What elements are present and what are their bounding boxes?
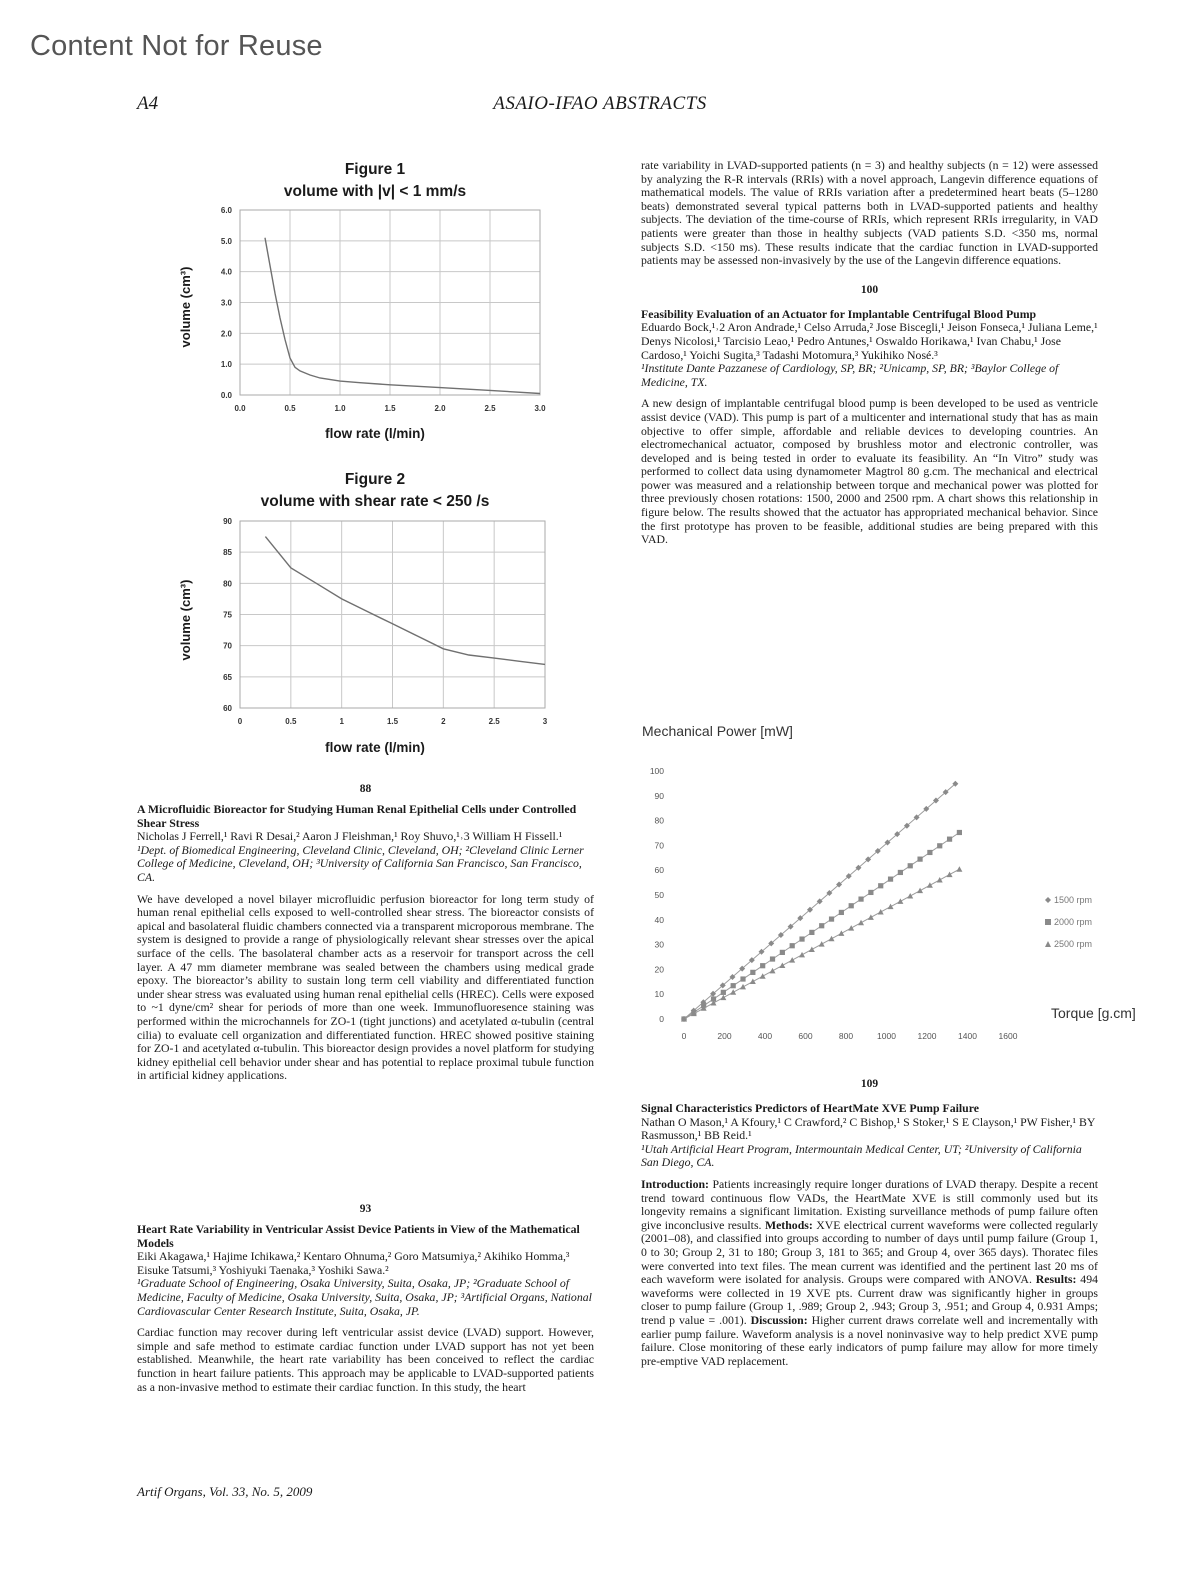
legend-marker [1045,941,1051,947]
y-tick-label: 80 [654,815,664,826]
methods-label: Methods: [764,1217,813,1232]
data-point-square [819,923,824,928]
abstract-body-continued: rate variability in LVAD-supported patients (n = 3) and healthy subjects (n = 12) were assessed by analyzing the R-R intervals (RRIs) with a novel approach, Langevin difference equations of mathematical models. The value of RRIs variation after a predetermined heart beats (5–1280 beats) demonstrated several typical patterns both in LVAD-supported patients and healthy subjects. The deviation of the time-course of RRIs, which represent RRIs irregularity, in VAD patients were greater than those in healthy subjects (VAD patients S.D. <350 ms, normal subjects S.D. <150 ms). These results indicate that the cardiac function in LVAD-supported patients may be assessed non-invasively by the use of the Langevin difference equations. [641,158,1098,268]
x-tick-label: 0 [237,717,243,726]
data-point-square [780,950,785,955]
data-point-triangle [799,952,805,958]
data-point-triangle [809,946,815,952]
data-point-square [770,956,775,961]
results-label: Results: [1035,1272,1077,1287]
data-point-triangle [740,984,746,990]
legend-marker [1045,897,1051,903]
figure-2-chart [160,460,600,760]
y-tick-label: 5.0 [220,236,232,246]
x-tick-label: 1400 [958,1031,977,1041]
data-point-triangle [868,914,874,920]
data-point-triangle [897,898,903,904]
figure-1-chart [160,150,600,450]
x-tick-label: 0 [681,1031,687,1041]
figure-1-title: Figure 1 [344,161,406,178]
abstract-authors: Eiki Akagawa,¹ Hajime Ichikawa,² Kentaro Ohnuma,² Goro Matsumiya,² Akihiko Homma,³ Eisuke Tatsumi,³ Yoshiyuki Taenaka,³ Yoshiki Sawa.² [137,1249,570,1277]
data-point-square [858,896,863,901]
discussion-label: Discussion: [750,1312,808,1327]
data-point-square [868,890,873,895]
data-point-triangle [888,904,894,910]
abstract-number: 93 [359,1203,372,1215]
data-point-triangle [956,866,962,872]
data-point-square [849,903,854,908]
y-tick-label: 2.0 [220,329,232,339]
y-tick-label: 20 [654,964,664,975]
abstract-title: Feasibility Evaluation of an Actuator for Implantable Centrifugal Blood Pump [641,306,1037,321]
data-point-square [927,850,932,855]
y-tick-label: 70 [223,641,232,651]
page-number: A4 [137,93,159,114]
y-tick-label: 90 [654,790,664,801]
abstract-authors: Nicholas J Ferrell,¹ Ravi R Desai,² Aaron J Fleishman,¹ Roy Shuvo,¹˒3 William H Fissell.¹ [137,829,563,844]
data-point-triangle [848,925,854,931]
abstract-body [641,1178,1098,1368]
data-point-square [888,877,893,882]
abstract-93 [137,1203,594,1394]
y-tick-label: 3.0 [220,298,232,308]
y-tick-label: 90 [223,517,232,526]
figure-2-subtitle: volume with shear rate < 250 /s [260,493,490,510]
abstract-affiliation: ¹Institute Dante Pazzanese of Cardiology, SP, BR; ²Unicamp, SP, BR; ³Baylor College of Medicine, TX. [641,361,1059,389]
figure-1-subtitle: volume with |v| < 1 mm/s [283,183,467,200]
abstract-authors: Nathan O Mason,¹ A Kfoury,¹ C Crawford,² C Bishop,¹ S Stoker,¹ S E Clayson,¹ PW Fisher,¹ BY Rasmusson,¹ BB Reid.¹ [641,1114,1095,1143]
abstract-number: 88 [359,783,372,795]
data-point-square [937,843,942,848]
y-tick-label: 30 [654,939,664,950]
abstract-affiliation: ¹Graduate School of Engineering, Osaka University, Suita, Osaka, JP; ²Graduate School of Medicine, Faculty of Medicine, Osaka University, Suita, Osaka, JP; ³Artificial Organs, National Cardiovascular Center Research Institute, Suita, Osaka, JP. [137,1276,592,1318]
x-tick-label: 2.5 [488,717,500,726]
data-point-triangle [750,979,756,985]
abstract-number: 100 [860,283,879,296]
abstract-affiliation: ¹Utah Artificial Heart Program, Intermountain Medical Center, UT; ²University of California San Diego, CA. [641,1141,1082,1170]
x-tick-label: 0.0 [234,404,246,413]
abstract-body: A new design of implantable centrifugal blood pump is been developed to be used as ventricle assist device (VAD). This pump is part of a multicenter and international study that has as main objective to offer simple, affordable and reliable devices to developing countries. An electromechanical actuator, composed by brushless motor and electronic controller, was developed and is being tested in order to evaluate its feasibility. An “In Vitro” study was performed to collect data using dynamometer Magtrol 80 g.cm. The mechanical and electrical power was measured and a relationship between torque and mechanical power was plotted for three previously chosen rotations: 1500, 2000 and 2500 rpm. A chart shows this relationship in figure below. The results showed that the actuator has appropriated mechanical behavior. Since the first prototype has proven to be feasible, additional studies are being prepared with this VAD. [641,396,1098,547]
data-point-triangle [878,909,884,915]
data-point-square [898,870,903,875]
data-point-triangle [927,882,933,888]
data-point-triangle [838,930,844,936]
abstract-93-continuation [641,159,1098,547]
data-point-triangle [720,995,726,1001]
abstract-authors: Eduardo Bock,¹˒2 Aron Andrade,¹ Celso Arruda,² Jose Biscegli,¹ Jeison Fonseca,¹ Juliana Leme,¹ Denys Nicolosi,¹ Tarcisio Leao,¹ Pedro Antunes,¹ Oswaldo Horikawa,¹ Ivan Chabu,¹ Jose Cardoso,¹ Yoichi Sugita,³ Tadashi Motomura,³ Yukihiko Nosé.³ [641,320,1098,362]
x-tick-label: 3 [542,717,548,726]
data-point-triangle [829,936,835,942]
x-tick-label: 1200 [917,1031,937,1041]
data-point-square [878,883,883,888]
methods-text: XVE electrical current waveforms were collected regularly (2001–08), and classified into groups according to number of days until pump failure (Group 1, 0 to 30; Group 2, 31 to 180; Group 3, 181 to 365; and Group 4, over 365 days). Thoratec files were converted into text files. The mean current was identified and the pertinent last 20 ms of each waveform were isolated for analysis. Groups were compared with ANOVA. [641,1217,1099,1287]
data-point-triangle [937,877,943,883]
data-point-square [839,910,844,915]
x-tick-label: 0.5 [285,717,297,726]
x-tick-label: 1.0 [334,404,346,413]
journal-footer: Artif Organs, Vol. 33, No. 5, 2009 [137,1484,313,1499]
data-point-square [760,963,765,968]
y-tick-label: 10 [654,989,664,1000]
abstract-88 [137,783,594,1083]
data-point-square [947,837,952,842]
data-point-triangle [789,957,795,963]
data-point-triangle [730,989,736,995]
x-tick-label: 0.5 [284,404,296,413]
legend-label: 2500 rpm [1054,939,1093,949]
y-tick-label: 70 [654,840,664,851]
data-point-triangle [819,941,825,947]
x-tick-label: 3.0 [534,404,546,413]
y-tick-label: 50 [654,890,664,900]
x-tick-label: 600 [798,1031,813,1041]
data-point-triangle [947,872,953,878]
y-tick-label: 1.0 [220,360,232,370]
chart-ylabel-line1: Mechanical Power [mW] [642,723,793,739]
data-point-square [799,936,804,941]
abstract-affiliation: ¹Dept. of Biomedical Engineering, Cleveland Clinic, Cleveland, OH; ²Cleveland Clinic Lerner College of Medicine, Cleveland, OH; ³University of California San Francisco, San Francisco, CA. [137,842,584,884]
data-point-square [790,943,795,948]
abstract-title: Signal Characteristics Predictors of HeartMate XVE Pump Failure [641,1101,980,1115]
abstract-109 [641,1078,1098,1368]
watermark: Content Not for Reuse [30,30,323,62]
y-tick-label: 4.0 [220,267,232,277]
intro-text: Patients increasingly require longer durations of LVAD therapy. Despite a recent trend toward continuous flow VADs, the HeartMate XVE is still commonly used but its longevity remains a significant limitation. Existing surveillance methods of pump failure often give inconclusive results. [641,1176,1098,1232]
data-point-square [731,983,736,988]
y-tick-label: 60 [223,704,232,713]
data-point-square [740,976,745,981]
data-point-square [829,916,834,921]
y-tick-label: 65 [223,672,232,682]
abstract-title: Heart Rate Variability in Ventricular Assist Device Patients in View of the Mathematical Models [137,1222,580,1250]
legend-label: 1500 rpm [1054,895,1093,905]
data-point-triangle [779,963,785,969]
data-series-line [265,238,540,394]
abstract-title: A Microfluidic Bioreactor for Studying Human Renal Epithelial Cells under Controlled Shear Stress [137,802,577,830]
abstract-body: Cardiac function may recover during left ventricular assist device (LVAD) support. However, simple and safe method to estimate cardiac function under LVAD support has not yet been established. Meanwhile, the heart rate variability has been conceived to reflect the cardiac function in heart failure patients. This approach may be applicable to LVAD-supported patients as a non-invasive method to estimate their cardiac function. In this study, the heart [137,1325,594,1394]
y-tick-label: 0 [659,1014,664,1024]
figure-2-ylabel: volume (cm³) [178,579,193,661]
x-tick-label: 400 [757,1031,773,1041]
y-tick-label: 0.0 [220,391,232,400]
data-point-square [750,970,755,975]
data-point-triangle [917,888,923,894]
mechanical-power-chart [636,716,1136,1056]
chart-xlabel-line1: Torque [g.cm] [1051,1005,1136,1021]
running-title: ASAIO-IFAO ABSTRACTS [493,93,707,114]
y-tick-label: 60 [654,865,664,876]
y-tick-label: 75 [223,610,232,620]
x-tick-label: 1.5 [386,717,399,726]
x-tick-label: 2.0 [434,404,446,413]
figure-1-ylabel: volume (cm³) [178,266,193,348]
intro-label: Introduction: [641,1176,709,1191]
abstract-number: 109 [860,1078,879,1090]
x-tick-label: 200 [717,1031,732,1041]
y-tick-label: 6.0 [220,206,232,215]
data-point-square [809,930,814,935]
legend-label: 2000 rpm [1054,917,1093,927]
data-point-square [908,863,913,868]
legend-marker [1045,919,1051,925]
x-tick-label: 2.5 [484,404,496,413]
x-tick-label: 1 [339,717,344,726]
data-point-triangle [760,973,766,979]
x-tick-label: 1600 [998,1031,1018,1041]
data-point-square [721,990,726,995]
data-point-square [957,830,962,835]
y-tick-label: 40 [654,914,664,925]
x-tick-label: 1000 [877,1031,896,1041]
data-point-square [917,857,922,862]
data-point-triangle [858,920,864,926]
data-point-triangle [907,893,913,899]
figure-2-xlabel: flow rate (l/min) [325,740,425,755]
results-text: 494 waveforms were collected in 19 XVE pts. Current draw was significantly higher in groups closer to pump failure (Group 1, .989; Group 2, .943; Group 3, .951; and Group 4, 0.931 Amps; trend p value = .001). [641,1272,1098,1327]
discussion-text: Higher current draws correlate well and incrementally with earlier pump failure. Waveform analysis is a novel noninvasive way to help predict XVE pump failure. Close monitoring of these early indicators of pump failure may allow for more timely pre-emptive VAD replacement. [641,1312,1099,1368]
x-tick-label: 1.5 [384,404,396,413]
x-tick-label: 2 [441,717,446,726]
y-tick-label: 100 [649,766,664,776]
x-tick-label: 800 [838,1031,854,1041]
data-point-triangle [770,968,776,974]
y-tick-label: 85 [223,548,232,558]
y-tick-label: 80 [223,579,232,589]
figure-1-xlabel: flow rate (l/min) [325,426,425,441]
figure-2-title: Figure 2 [344,471,406,488]
abstract-body: We have developed a novel bilayer microfluidic perfusion bioreactor for long term study of human renal epithelial cells exposed to well-controlled shear stress. The bioreactor consists of apical and basolateral fluidic chambers connected via a transparent microporous membrane. The system is designed to provide a range of physiologically relevant shear stresses over the apical surface of the cells. The basolateral chamber acts as a reservoir for transport across the cell layer. A 47 mm diameter membrane was sealed between the chambers using medical grade epoxy. The bioreactor’s ability to sustain long term cell viability and differentiated function under shear stress was evaluated using human renal epithelial cells (HREC). Cells were exposed to ~1 dyne/cm² shear for periods of more than one week. Immunofluoresence staining was performed within the microchannels for ZO-1 (tight junctions) and acetylated α-tubulin (central cilia) to evaluate cell organization and differentiated function. HREC showed positive staining for ZO-1 and acetylated α-tubulin. This bioreactor design provides a novel platform for studying kidney epithelial cell behavior under shear and has potential to replace proximal tubule function in artificial kidney applications. [137,891,594,1083]
